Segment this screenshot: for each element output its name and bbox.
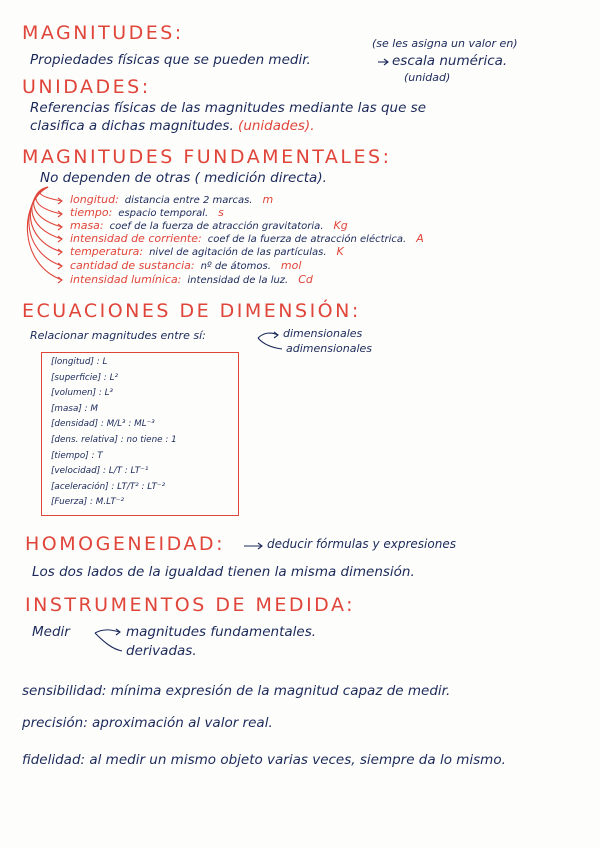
fundamental-item: [70, 219, 348, 232]
magnitudes-arrow-text: escala numérica.: [392, 53, 508, 69]
dimension-row: [tiempo] : T: [51, 450, 103, 461]
fundamental-item-description: coef de la fuerza de atracción eléctrica.: [207, 234, 407, 245]
definition-sensibilidad: sensibilidad: mínima expresión de la magnitud capaz de medir.: [22, 683, 451, 699]
fundamental-item-name: cantidad de sustancia:: [70, 259, 195, 272]
magnitudes-definition: Propiedades físicas que se pueden medir.: [30, 52, 311, 68]
fundamental-item-description: distancia entre 2 marcas.: [124, 195, 253, 206]
fundamental-item-unit: A: [416, 232, 424, 245]
instrumentos-branch-fundamentales: magnitudes fundamentales.: [126, 624, 317, 640]
fundamental-item-name: masa:: [70, 219, 104, 232]
fundamental-item-description: nivel de agitación de las partículas.: [149, 247, 327, 258]
fundamental-item-description: coef de la fuerza de atracción gravitatoria.: [109, 221, 324, 232]
definition-precision: precisión: aproximación al valor real.: [22, 715, 273, 731]
section-title-fundamentales: MAGNITUDES FUNDAMENTALES:: [22, 146, 392, 168]
fundamentales-intro: No dependen de otras ( medición directa).: [40, 170, 327, 186]
unidades-line-2-text: clasifica a dichas magnitudes.: [30, 118, 234, 134]
fundamental-item: [70, 245, 344, 258]
ecuaciones-intro: Relacionar magnitudes entre sí:: [30, 329, 206, 342]
fundamental-item-name: tiempo:: [70, 206, 113, 219]
fundamental-item-unit: Cd: [298, 273, 313, 286]
fundamental-item-description: nº de átomos.: [200, 261, 271, 272]
unidades-line-1: Referencias físicas de las magnitudes mediante las que se: [30, 100, 427, 116]
dimension-equations-box: [41, 352, 239, 516]
dimension-row: [Fuerza] : M.LT⁻²: [51, 497, 124, 508]
section-title-instrumentos: INSTRUMENTOS DE MEDIDA:: [25, 594, 356, 616]
dimension-row: [densidad] : M/L³ : ML⁻³: [51, 419, 155, 430]
fundamental-item-unit: K: [336, 245, 344, 258]
fundamental-item: [70, 193, 273, 206]
dimension-row: [longitud] : L: [51, 357, 108, 367]
fundamental-item-name: longitud:: [70, 193, 119, 206]
dimension-row: [masa] : M: [51, 403, 98, 414]
unidades-line-2: [30, 118, 315, 134]
dimension-row: [superficie] : L²: [51, 372, 118, 383]
instrumentos-branch-derivadas: derivadas.: [126, 643, 197, 659]
homogeneidad-arrow-text: deducir fórmulas y expresiones: [267, 537, 456, 551]
magnitudes-note-bottom: (unidad): [404, 71, 451, 84]
fundamental-item-name: intensidad lumínica:: [70, 273, 182, 286]
section-title-homogeneidad: HOMOGENEIDAD:: [25, 533, 225, 555]
fundamental-item-name: temperatura:: [70, 245, 144, 258]
fundamental-item: [70, 206, 224, 219]
fundamental-item-unit: mol: [280, 259, 302, 272]
definition-fidelidad: fidelidad: al medir un mismo objeto varias veces, siempre da lo mismo.: [22, 752, 506, 768]
section-title-unidades: UNIDADES:: [22, 76, 151, 98]
homogeneidad-line: Los dos lados de la igualdad tienen la misma dimensión.: [32, 564, 415, 580]
section-title-ecuaciones: ECUACIONES DE DIMENSIÓN:: [22, 300, 361, 322]
fundamental-item: [70, 273, 313, 286]
section-title-magnitudes: MAGNITUDES:: [22, 22, 184, 44]
fundamental-item-unit: s: [218, 206, 224, 219]
ecuaciones-branch-adimensionales: adimensionales: [286, 342, 373, 355]
fundamental-item: [70, 232, 424, 245]
dimension-row: [aceleración] : LT/T² : LT⁻²: [51, 481, 166, 492]
fundamental-item-name: intensidad de corriente:: [70, 232, 202, 245]
fundamental-item-description: espacio temporal.: [118, 208, 209, 219]
dimension-row: [dens. relativa] : no tiene : 1: [51, 435, 177, 445]
instrumentos-medir: Medir: [32, 624, 70, 640]
dimension-row: [velocidad] : L/T : LT⁻¹: [51, 466, 149, 477]
unidades-line-2-note: (unidades).: [238, 118, 315, 134]
magnitudes-note-top: (se les asigna un valor en): [372, 37, 518, 50]
fundamental-item-unit: Kg: [333, 219, 348, 232]
fundamental-item-description: intensidad de la luz.: [187, 275, 289, 286]
ecuaciones-branch-dimensionales: dimensionales: [283, 327, 363, 340]
fundamental-item-unit: m: [262, 193, 274, 206]
fundamental-item: [70, 259, 301, 272]
dimension-row: [volumen] : L³: [51, 388, 114, 399]
